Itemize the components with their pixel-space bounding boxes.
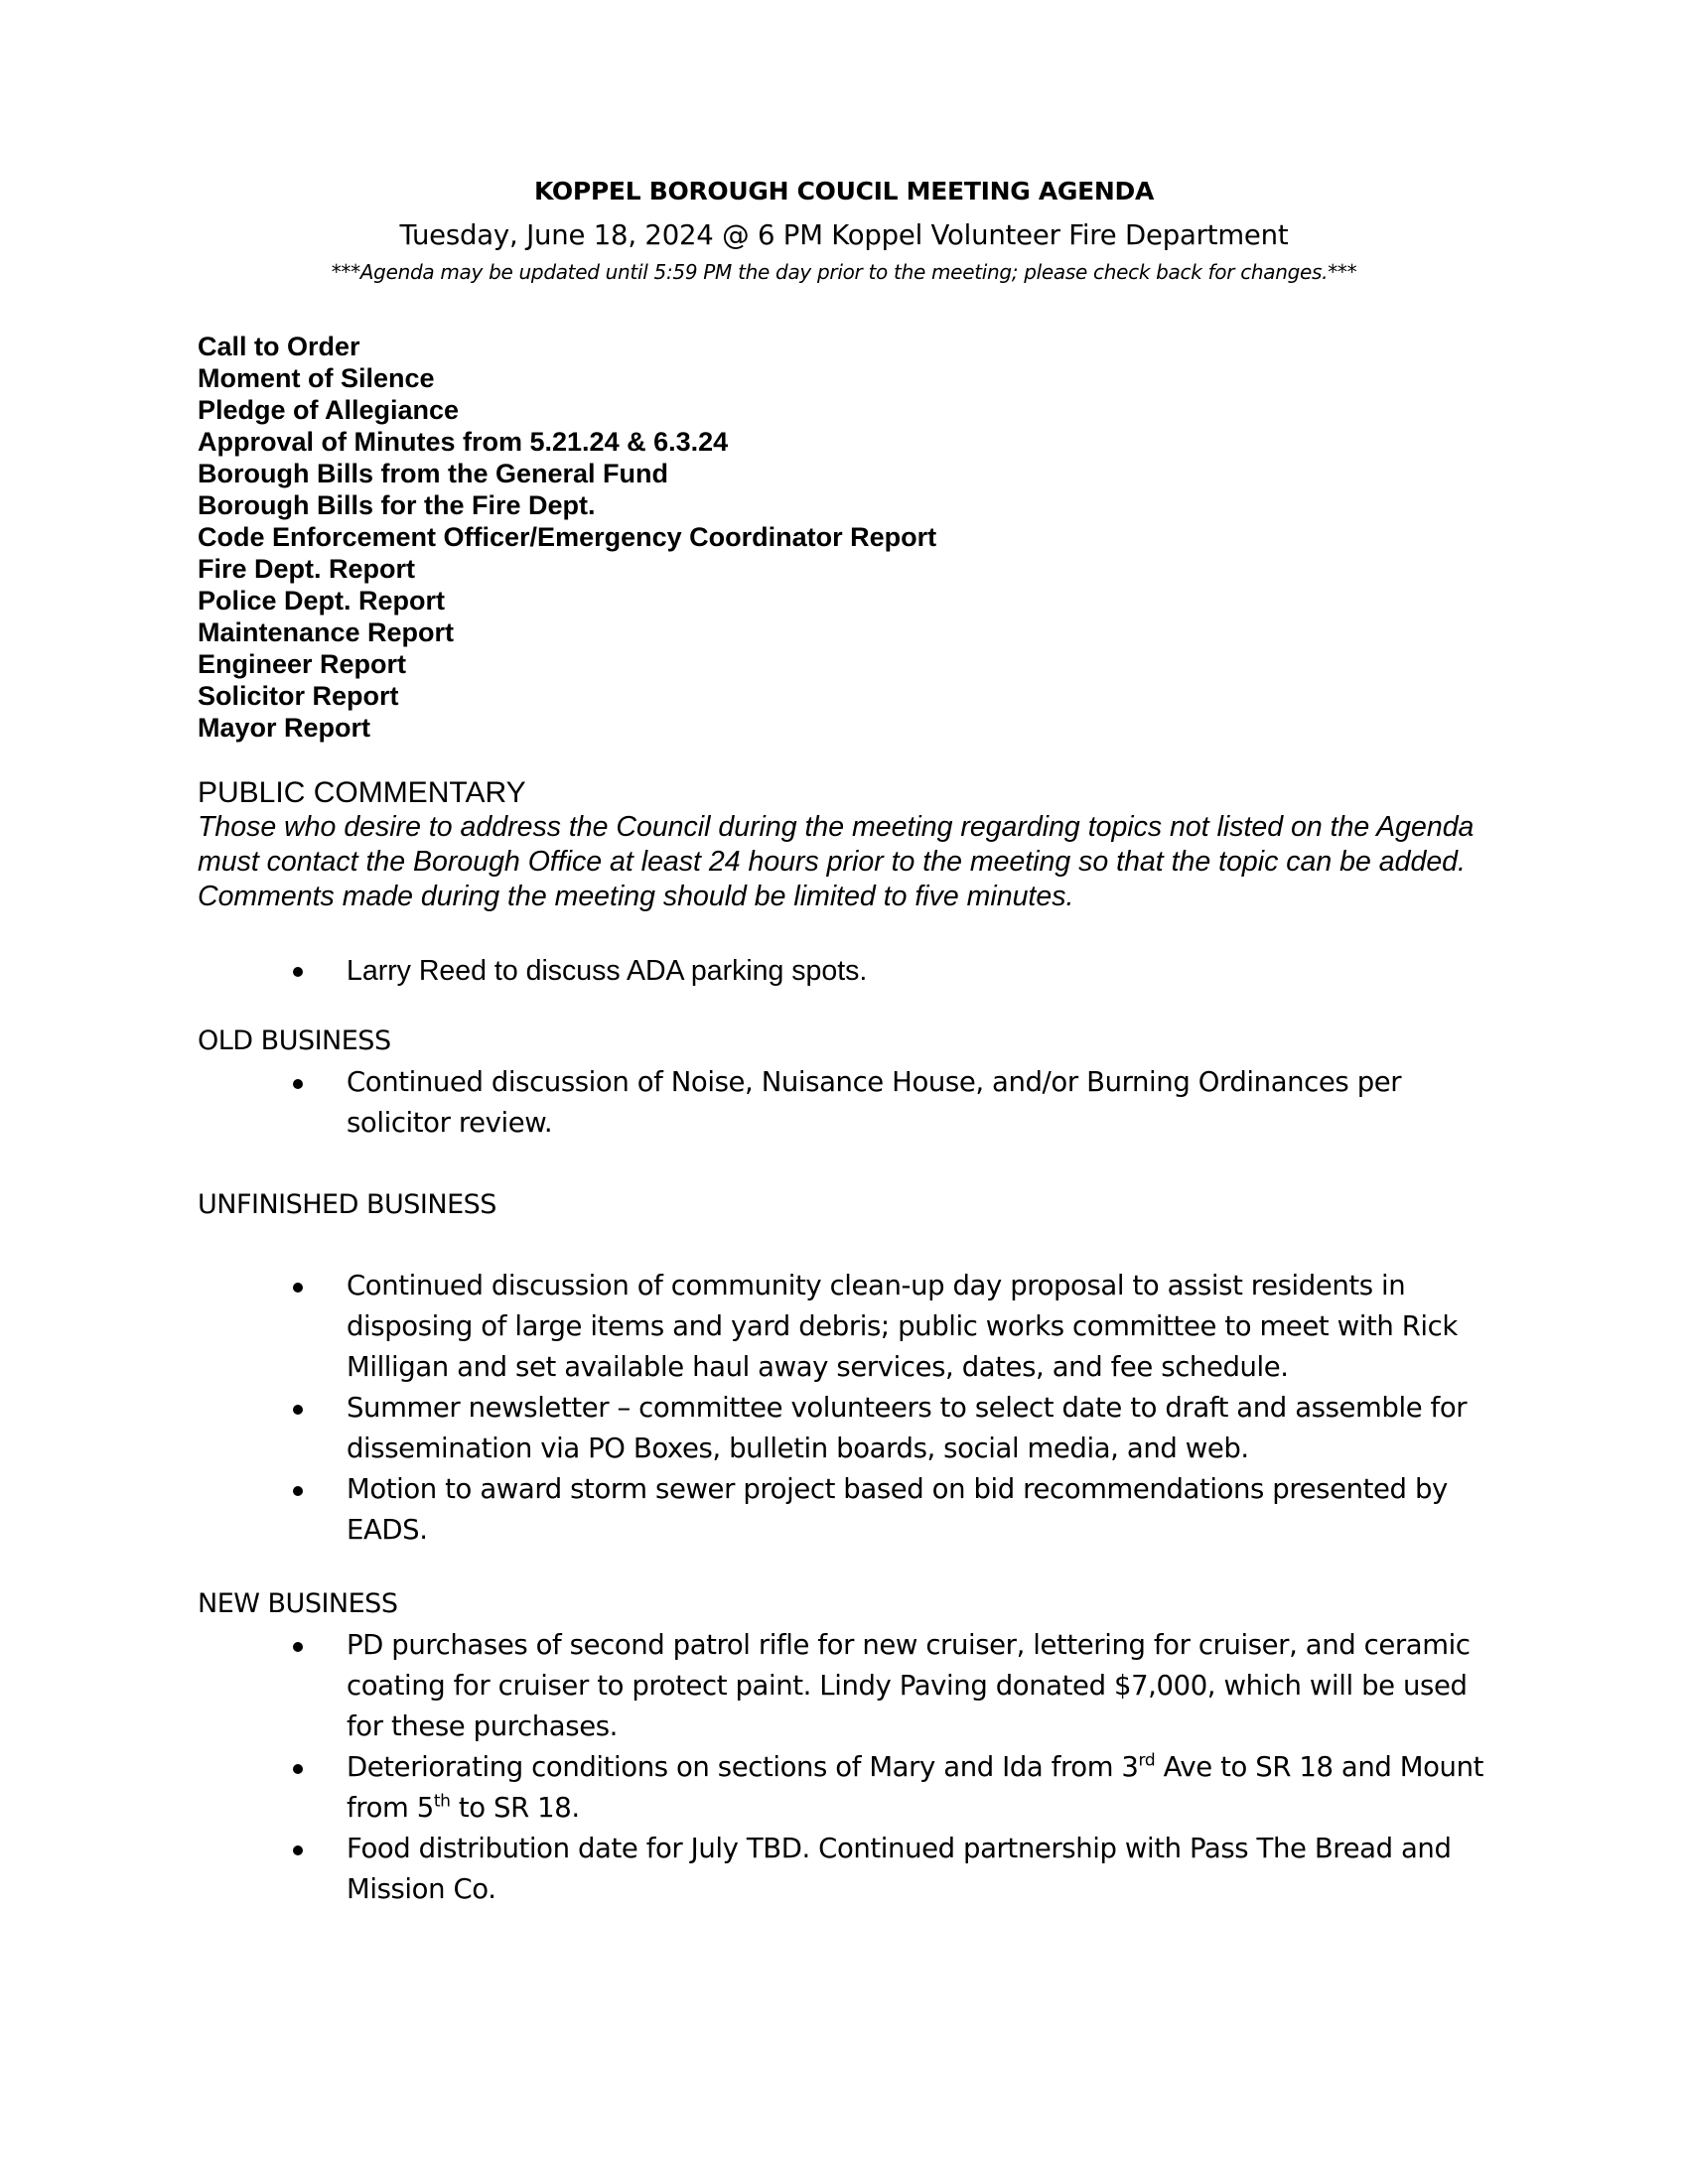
list-item-text: Continued discussion of Noise, Nuisance House, and/or Burning Ordinances per solicitor review. [347,1066,1402,1139]
unfinished-business-list [293,1266,1484,1551]
agenda-items-list [198,331,936,744]
new-business-heading: NEW BUSINESS [198,1588,398,1619]
list-item [293,1469,1484,1551]
public-commentary-list [293,951,867,991]
agenda-item: Borough Bills from the General Fund [198,459,669,488]
list-item-text: Continued discussion of community clean-up day proposal to assist residents in disposing of large items and yard debris; public works committee to meet with Rick Milligan and set available haul away services, dates, and fee schedule. [347,1270,1458,1383]
agenda-item: Fire Dept. Report [198,554,416,584]
list-item [293,1062,1484,1144]
agenda-item: Pledge of Allegiance [198,395,460,425]
bullet-icon [293,1486,303,1496]
agenda-item: Code Enforcement Officer/Emergency Coordinator Report [198,522,937,552]
old-business-list [293,1062,1484,1144]
list-item [293,1829,1484,1910]
document-title: KOPPEL BOROUGH COUCIL MEETING AGENDA [533,177,1154,205]
bullet-icon [293,1079,303,1089]
agenda-item: Engineer Report [198,649,407,679]
list-item [293,1625,1484,1747]
list-item [293,951,867,991]
list-item-text: Larry Reed to discuss ADA parking spots. [347,955,868,987]
list-item-text: Food distribution date for July TBD. Continued partnership with Pass The Bread and Mission Co. [347,1833,1452,1905]
bullet-icon [293,1845,303,1855]
public-commentary-heading: PUBLIC COMMENTARY [198,776,526,809]
list-item-text: Summer newsletter – committee volunteers to select date to draft and assemble for dissemination via PO Boxes, bulletin boards, social media, and web. [347,1392,1468,1464]
update-notice: ***Agenda may be updated until 5:59 PM the day prior to the meeting; please check back for changes.*** [331,260,1357,284]
list-item-text: PD purchases of second patrol rifle for new cruiser, lettering for cruiser, and ceramic coating for cruiser to protect paint. Lindy Paving donated $7,000, which will be used for these purchases. [347,1629,1471,1742]
meeting-date-location: Tuesday, June 18, 2024 @ 6 PM Koppel Volunteer Fire Department [399,219,1289,251]
old-business-heading: OLD BUSINESS [198,1025,391,1056]
agenda-item: Solicitor Report [198,681,399,711]
agenda-item: Call to Order [198,332,360,361]
bullet-icon [293,967,303,977]
list-item-text: Motion to award storm sewer project based on bid recommendations presented by EADS. [347,1473,1448,1546]
agenda-item: Borough Bills for the Fire Dept. [198,490,596,520]
list-item [293,1388,1484,1469]
bullet-icon [293,1764,303,1774]
bullet-icon [293,1405,303,1415]
bullet-icon [293,1642,303,1652]
list-item [293,1747,1484,1829]
public-commentary-text: Those who desire to address the Council during the meeting regarding topics not listed on the Agenda must contact the Borough Office at least 24 hours prior to the meeting so that the topic can be added. Comments made during the meeting should be limited to five minutes. [198,811,1475,912]
bullet-icon [293,1283,303,1293]
agenda-item: Approval of Minutes from 5.21.24 & 6.3.24 [198,427,729,457]
list-item [293,1266,1484,1388]
unfinished-business-heading: UNFINISHED BUSINESS [198,1189,496,1220]
agenda-item: Mayor Report [198,713,371,743]
agenda-item: Maintenance Report [198,617,455,647]
agenda-item: Moment of Silence [198,363,435,393]
new-business-list [293,1625,1484,1910]
list-item-text: Deteriorating conditions on sections of Mary and Ida from 3rd Ave to SR 18 and Mount from 5th to SR 18. [347,1750,1483,1824]
agenda-item: Police Dept. Report [198,586,446,615]
